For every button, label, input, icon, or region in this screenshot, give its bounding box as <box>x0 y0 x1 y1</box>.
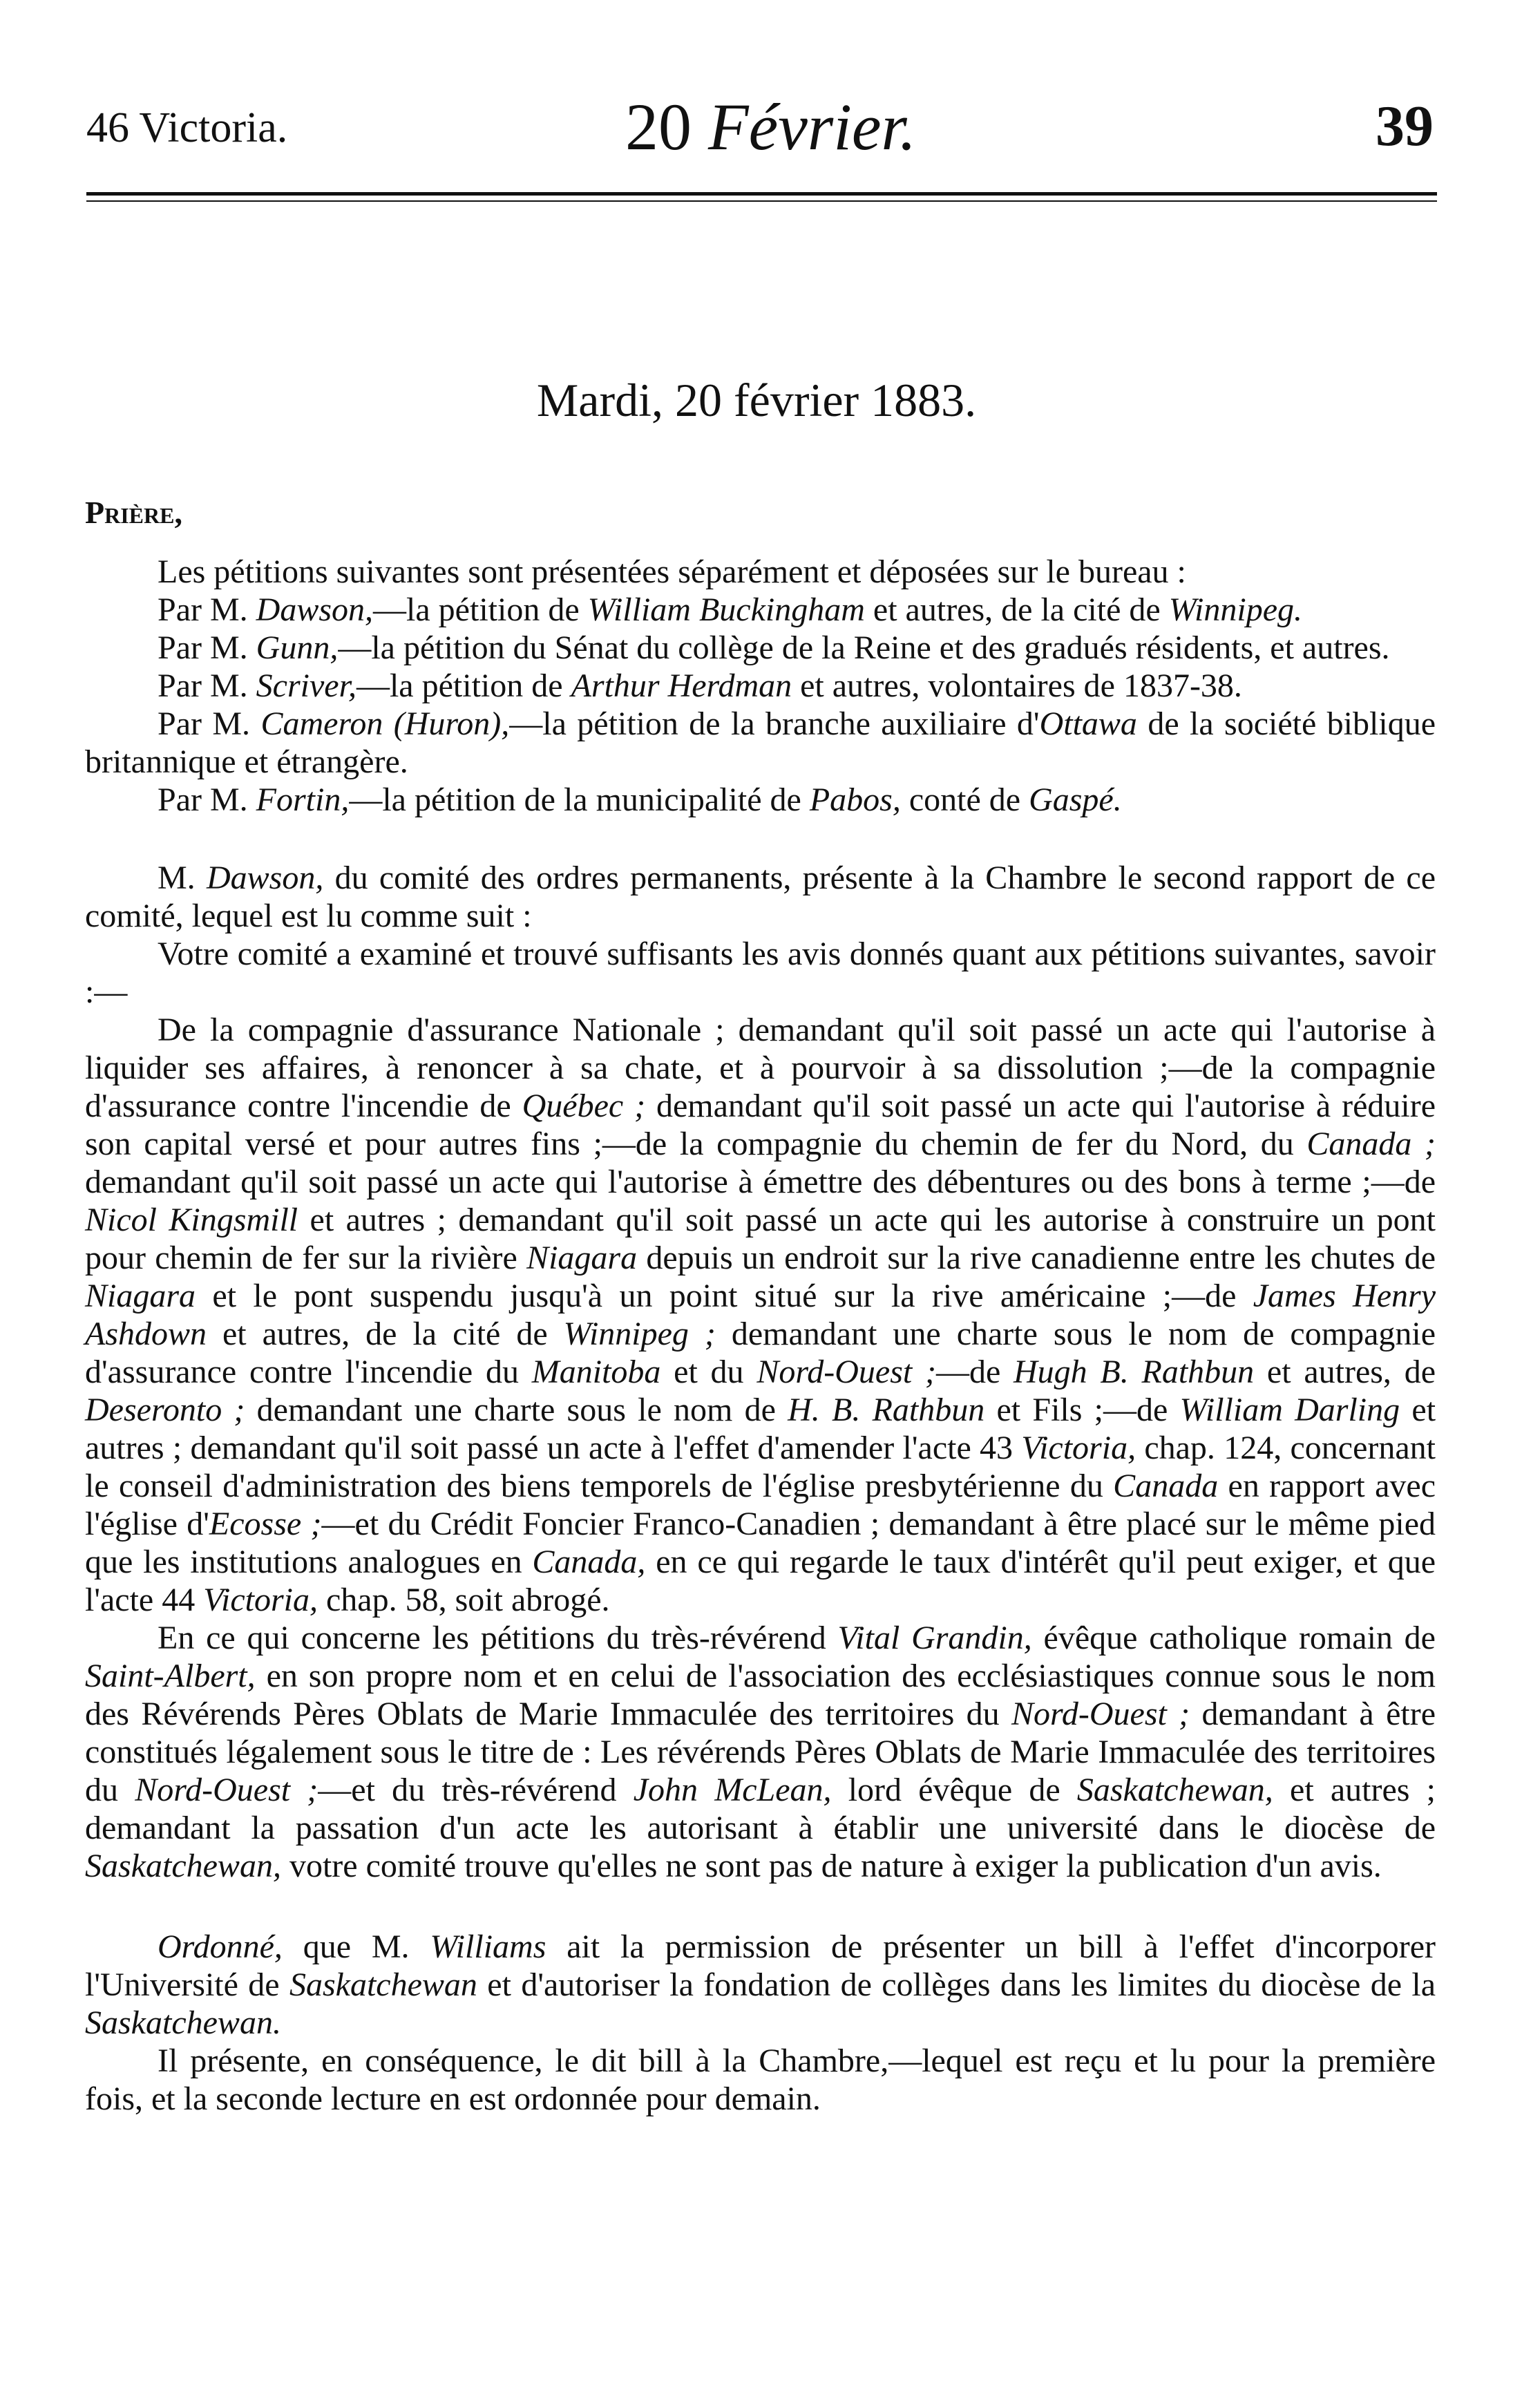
text-run: Par M. <box>158 629 256 666</box>
header-rule-thin <box>86 200 1437 202</box>
text-run: et du <box>660 1354 757 1390</box>
italic-text: Victoria, <box>1021 1430 1136 1466</box>
text-run: chap. 124, concernant le conseil d'administration des biens temporels de l'église presbytérienne du <box>85 1430 1436 1504</box>
italic-text: Cameron (Huron), <box>260 705 510 742</box>
text-run: Votre comité a examiné et trouvé suffisants les avis donnés quant aux pétitions suivantes, savoir :— <box>85 936 1436 1010</box>
proceedings-text <box>85 553 1436 2118</box>
italic-text: Ordonné, <box>158 1928 283 1965</box>
text-run: conté de <box>900 781 1029 818</box>
italic-text: Saskatchewan, <box>85 1848 281 1884</box>
text-run: du comité des ordres permanents, présente à la Chambre le second rapport de ce comité, lequel est lu comme suit : <box>85 860 1436 934</box>
text-run: Par M. <box>158 705 261 742</box>
text-run: —la pétition de la branche auxiliaire d' <box>509 705 1040 742</box>
text-run: Il présente, en conséquence, le dit bill à la Chambre,—lequel est reçu et lu pour la première fois, et la seconde lecture en est ordonnée pour demain. <box>85 2042 1436 2117</box>
text-run: ait la permission de présenter un bill à l'effet d'incorporer l'Université de <box>85 1928 1436 2003</box>
text-run: en ce qui regarde le taux d'intérêt qu'il peut exiger, et que l'acte 44 <box>85 1544 1436 1618</box>
text-run: et autres, de la cité de <box>864 591 1169 628</box>
italic-text: Gaspé. <box>1029 781 1122 818</box>
text-run: votre comité trouve qu'elles ne sont pas de nature à exiger la publication d'un avis. <box>280 1848 1382 1884</box>
text-run: Par M. <box>158 591 256 628</box>
text-run: chap. 58, soit abrogé. <box>317 1582 610 1618</box>
text-run: demandant une charte sous le nom de compagnie d'assurance contre l'incendie du <box>85 1316 1436 1390</box>
italic-text: Canada ; <box>1306 1126 1436 1162</box>
italic-text: Gunn, <box>256 629 339 666</box>
text-run: et autres ; demandant qu'il soit passé un acte à l'effet d'amender l'acte 43 <box>85 1392 1436 1466</box>
italic-text: Saint-Albert, <box>85 1658 256 1694</box>
text-run: —et du Crédit Foncier Franco-Canadien ; demandant à être placé sur le même pied que les institutions analogues en <box>85 1506 1436 1580</box>
italic-text: Victoria, <box>203 1582 318 1618</box>
text-run: De la compagnie d'assurance Nationale ; demandant qu'il soit passé un acte qui l'autorise à liquider ses affaires, à renoncer à sa chate, et à pourvoir à sa dissolution ;—de la compagnie d'assurance contre l'incendie de <box>85 1012 1436 1124</box>
header-date <box>625 88 916 165</box>
text-run: et autres, de <box>1254 1354 1436 1390</box>
text-run: —de <box>935 1354 1014 1390</box>
italic-text: Dawson, <box>206 860 324 896</box>
text-run: évêque catholique romain de <box>1031 1620 1436 1656</box>
running-header <box>86 88 1434 164</box>
text-run: Les pétitions suivantes sont présentées séparément et déposées sur le bureau : <box>158 553 1186 590</box>
italic-text: Canada, <box>532 1544 646 1580</box>
paragraph <box>85 1011 1436 1619</box>
text-run: Par M. <box>158 781 256 818</box>
paragraph <box>85 705 1436 781</box>
italic-text: Nord-Ouest ; <box>135 1772 318 1808</box>
italic-text: Hugh B. Rathbun <box>1014 1354 1255 1390</box>
italic-text: William Buckingham <box>587 591 865 628</box>
italic-text: Winnipeg. <box>1168 591 1302 628</box>
page-number: 39 <box>1376 94 1434 158</box>
italic-text: Dawson, <box>256 591 374 628</box>
italic-text: Nord-Ouest ; <box>1011 1696 1190 1732</box>
italic-text: Québec ; <box>522 1088 646 1124</box>
text-run: et le pont suspendu jusqu'à un point situé sur la rive américaine ;—de <box>196 1278 1253 1314</box>
italic-text: William Darling <box>1179 1392 1400 1428</box>
text-run: et autres ; demandant la passation d'un acte les autorisant à établir une université dans le diocèse de <box>85 1772 1436 1846</box>
text-run: —la pétition du Sénat du collège de la Reine et des gradués résidents, et autres. <box>338 629 1390 666</box>
paragraph <box>85 667 1436 705</box>
paragraph <box>85 935 1436 1011</box>
text-run: et d'autoriser la fondation de collèges dans les limites du diocèse de la <box>477 1966 1436 2003</box>
text-run: et Fils ;—de <box>984 1392 1180 1428</box>
italic-text: Ottawa <box>1039 705 1137 742</box>
text-run: —la pétition de <box>373 591 588 628</box>
italic-text: Winnipeg ; <box>563 1316 716 1352</box>
header-month: Février. <box>708 90 917 164</box>
italic-text: H. B. Rathbun <box>788 1392 985 1428</box>
italic-text: Arthur Herdman <box>571 667 792 704</box>
header-rule-thick <box>86 192 1437 196</box>
paragraph <box>85 1619 1436 1885</box>
text-run: En ce qui concerne les pétitions du très-révérend <box>158 1620 838 1656</box>
italic-text: Ecosse ; <box>209 1506 322 1542</box>
paragraph <box>85 553 1436 591</box>
header-day: 20 <box>625 90 692 164</box>
italic-text: Manitoba <box>531 1354 661 1390</box>
paragraph <box>85 591 1436 629</box>
text-run: depuis un endroit sur la rive canadienne entre les chutes de <box>637 1240 1436 1276</box>
italic-text: Saskatchewan <box>289 1966 477 2003</box>
paragraph <box>85 781 1436 819</box>
text-run: M. <box>158 860 207 896</box>
text-run: demandant qu'il soit passé un acte qui l'autorise à émettre des débentures ou des bons à terme ;—de <box>85 1164 1436 1200</box>
paragraph <box>85 859 1436 935</box>
text-run: en rapport avec l'église d' <box>85 1468 1436 1542</box>
italic-text: Saskatchewan. <box>85 2004 281 2041</box>
text-run: et autres ; demandant qu'il soit passé un acte qui les autorise à construire un pont pour chemin de fer sur la rivière <box>85 1202 1436 1276</box>
text-run: —la pétition de <box>356 667 571 704</box>
text-run: et autres, volontaires de 1837-38. <box>792 667 1242 704</box>
text-run: demandant une charte sous le nom de <box>245 1392 788 1428</box>
priere-heading: Prière, <box>85 495 182 530</box>
text-run: de la société biblique britannique et étrangère. <box>85 705 1436 780</box>
italic-text: Scriver, <box>256 667 356 704</box>
text-run: lord évêque de <box>831 1772 1077 1808</box>
italic-text: Fortin, <box>256 781 350 818</box>
sitting-date: Mardi, 20 février 1883. <box>536 374 977 426</box>
text-run: demandant qu'il soit passé un acte qui l'autorise à réduire son capital versé et pour autres fins ;—de la compagnie du chemin de fer du Nord, du <box>85 1088 1436 1162</box>
header-session: 46 Victoria. <box>86 104 288 151</box>
text-run: Par M. <box>158 667 256 704</box>
italic-text: Pabos, <box>809 781 901 818</box>
text-run: et autres, de la cité de <box>207 1316 564 1352</box>
italic-text: Niagara <box>526 1240 638 1276</box>
text-run: que M. <box>282 1928 430 1965</box>
italic-text: Williams <box>430 1928 546 1965</box>
paragraph <box>85 629 1436 667</box>
italic-text: Nord-Ouest ; <box>756 1354 936 1390</box>
text-run: en son propre nom et en celui de l'association des ecclésiastiques connue sous le nom des Révérends Pères Oblats de Marie Immaculée des territoires du <box>85 1658 1436 1732</box>
text-run: —et du très-révérend <box>318 1772 634 1808</box>
italic-text: Niagara <box>85 1278 196 1314</box>
paragraph <box>85 1928 1436 2042</box>
italic-text: John McLean, <box>633 1772 832 1808</box>
italic-text: Nicol Kingsmill <box>85 1202 298 1238</box>
italic-text: Saskatchewan, <box>1076 1772 1273 1808</box>
italic-text: Deseronto ; <box>85 1392 245 1428</box>
text-run: —la pétition de la municipalité de <box>349 781 810 818</box>
paragraph <box>85 2042 1436 2118</box>
text-run: demandant à être constitués légalement sous le titre de : Les révérends Pères Oblats de Marie Immaculée des territoires du <box>85 1696 1436 1808</box>
italic-text: Vital Grandin, <box>837 1620 1032 1656</box>
italic-text: Canada <box>1113 1468 1219 1504</box>
italic-text: James Henry Ashdown <box>85 1278 1436 1352</box>
